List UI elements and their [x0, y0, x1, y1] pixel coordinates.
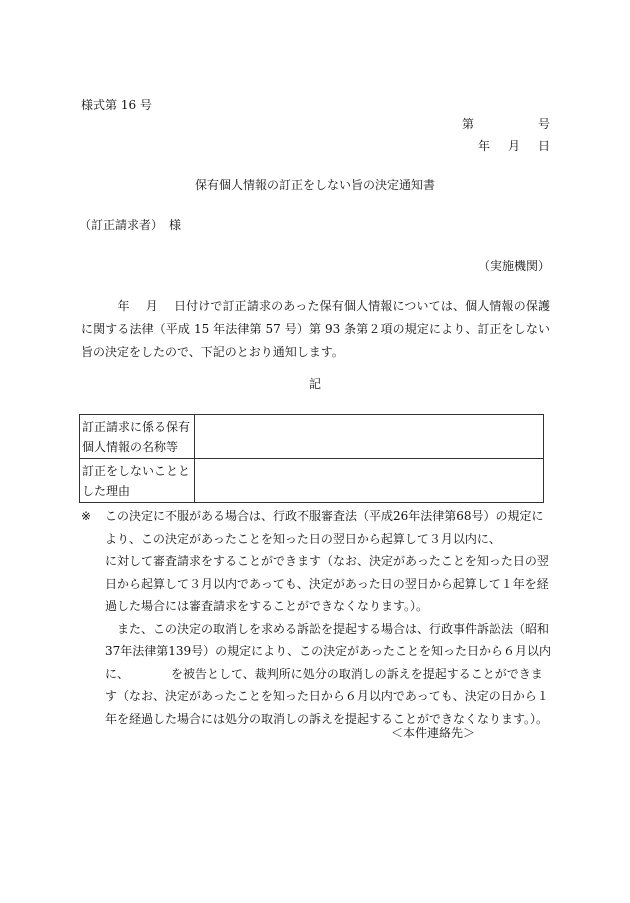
document-number-suffix: 号: [537, 117, 550, 131]
ki-heading: 記: [309, 377, 322, 391]
table-row: [80, 415, 544, 459]
table-label-info-name: 訂正請求に係る保有個人情報の名称等: [80, 415, 195, 459]
note-mark: ※: [81, 509, 92, 523]
table-label-reason: 訂正をしないこととした理由: [80, 459, 195, 503]
note-paragraph-lawsuit: [81, 618, 553, 731]
contact-heading: ＜本件連絡先＞: [391, 726, 476, 740]
note-paragraph-review: [81, 505, 553, 618]
table-value-reason: [195, 459, 544, 503]
appeal-note: [81, 505, 553, 730]
date-day: 日: [537, 139, 550, 153]
body-paragraph: 年 月 日付けで訂正請求のあった保有個人情報については、個人情報の保護に関する法律（平成 15 年法律第 57 号）第 93 条第２項の規定により、訂正をしない旨の決定をしたので、下記のとおり通知します。: [81, 299, 550, 359]
document-title: 保有個人情報の訂正をしない旨の決定通知書: [195, 178, 436, 192]
info-table: [79, 414, 544, 503]
table-row: [80, 459, 544, 503]
note-paragraph-lawsuit-text: また、この決定の取消しを求める訴訟を提起する場合は、行政事件訴訟法（昭和37年法律第139号）の規定により、この決定があったことを知った日から６月以内に、 を被告として、裁判所に処分の取消しの訴えを提起することができます（なお、決定があったことを知った日から６月以内であっても、決定の日から１年を経過した場合には処分の取消しの訴えを提起することができなくなります。）。: [105, 621, 552, 726]
form-number: 様式第 16 号: [81, 98, 152, 112]
addressee: （訂正請求者） 様: [79, 218, 182, 232]
date-year: 年: [477, 139, 490, 153]
document-number: [462, 118, 550, 130]
date-month: 月: [507, 139, 520, 153]
table-value-info-name: [195, 415, 544, 459]
issuer: （実施機関）: [477, 259, 550, 273]
document-number-prefix: 第: [461, 117, 474, 131]
note-paragraph-review-text: この決定に不服がある場合は、行政不服審査法（平成26年法律第68号）の規定により、この決定があったことを知った日の翌日から起算して３月以内に、 に対して審査請求をすることができます（なお、決定があったことを知った日の翌日から起算して３月以内であっても、決定があった日の翌日から起算して１年を経過した場合には審査請求をすることができなくなります。）。: [105, 509, 549, 613]
issue-date: [460, 140, 550, 152]
